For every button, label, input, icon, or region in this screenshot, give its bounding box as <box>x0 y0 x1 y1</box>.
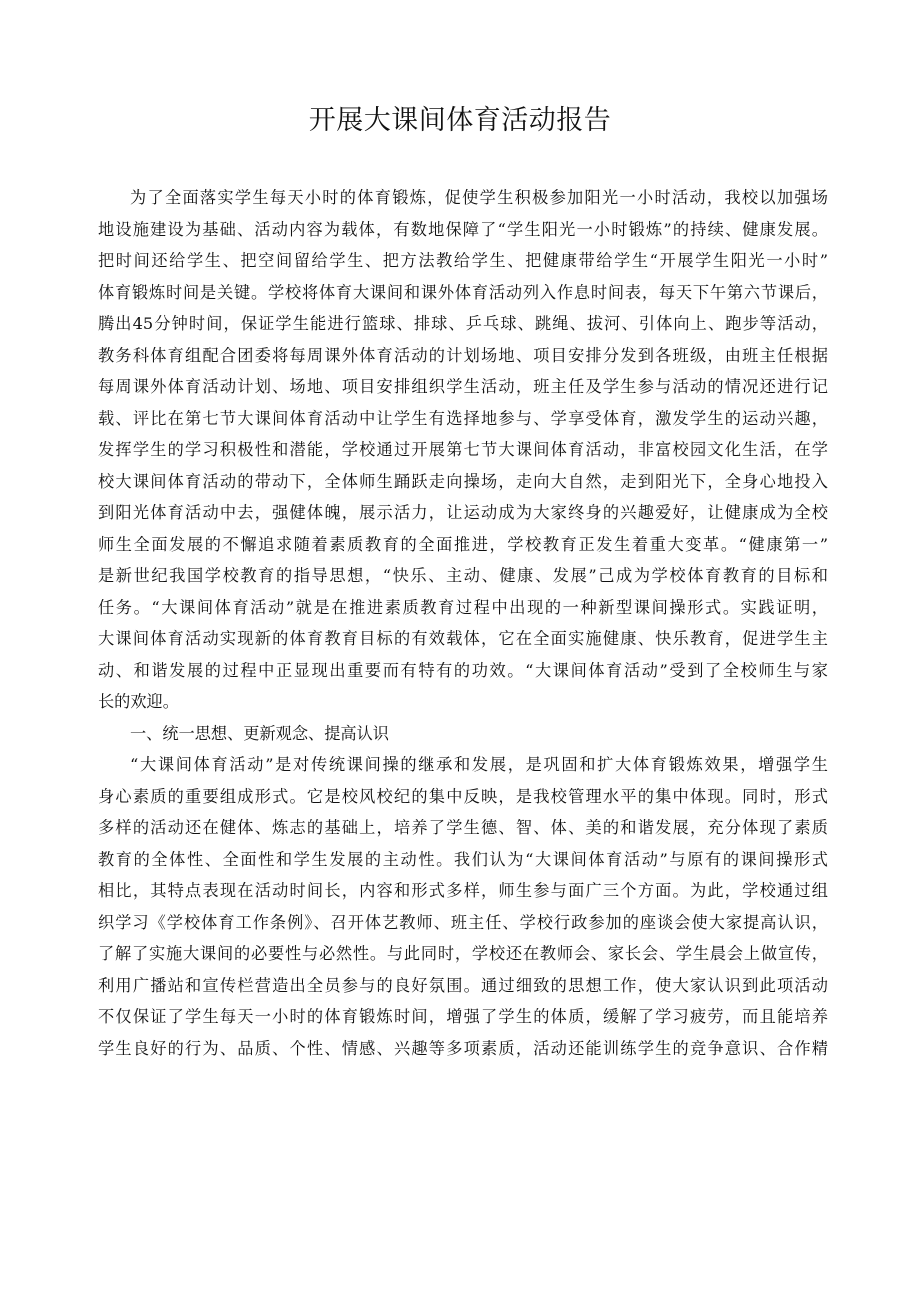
text-line: 不仅保证了学生每天一小时的体育锻炼时间，增强了学生的体质，缓解了学习疲劳，而且能培养 <box>98 1007 828 1026</box>
text-line: 腾出45分钟时间，保证学生能进行篮球、排球、乒乓球、跳绳、拔河、引体向上、跑步等活动， <box>98 314 828 333</box>
section-heading: 一、统一思想、更新观念、提高认识 <box>130 723 389 743</box>
text-line: 是新世纪我国学校教育的指导思想，“快乐、主动、健康、发展”己成为学校体育教育的目标和 <box>98 566 828 585</box>
text-line: 体育锻炼时间是关键。学校将体育大课间和课外体育活动列入作息时间表，每天下午第六节课后， <box>98 282 828 302</box>
text-line: 相比，其特点表现在活动时间长，内容和形式多样，师生参与面广三个方面。为此，学校通过组 <box>98 881 828 900</box>
text-line: 了解了实施大课间的必要性与必然性。与此同时，学校还在教师会、家长会、学生晨会上做宣传， <box>98 944 828 963</box>
text-line: 为了全面落实学生每天小时的体育锻炼，促使学生积极参加阳光一小时活动，我校以加强场 <box>130 188 828 207</box>
text-line: 教务科体育组配合团委将每周课外体育活动的计划场地、项目安排分发到各班级，由班主任根据 <box>98 345 828 365</box>
text-line: 发挥学生的学习积极性和潜能，学校通过开展第七节大课间体育活动，非富校园文化生活，在学 <box>98 440 828 459</box>
text-line: 长的欢迎。 <box>98 692 179 711</box>
document-body <box>98 182 828 1064</box>
text-line: 身心素质的重要组成形式。它是校风校纪的集中反映，是我校管理水平的集中体现。同时，形式 <box>98 786 828 806</box>
text-line: 师生全面发展的不懈追求随着素质教育的全面推进，学校教育正发生着重大变革。“健康第一” <box>98 534 828 554</box>
document-title: 开展大课间体育活动报告 <box>308 105 612 136</box>
text-line: 教育的全体性、全面性和学生发展的主动性。我们认为“大课间体育活动”与原有的课间操形式 <box>98 849 828 869</box>
text-line: 地设施建设为基础、活动内容为载体，有数地保障了“学生阳光一小时锻炼”的持续、健康发展。 <box>98 219 828 239</box>
text-line: 学生良好的行为、品质、个性、情感、兴趣等多项素质，活动还能训练学生的竞争意识、合作精 <box>98 1038 828 1058</box>
text-line: 载、评比在第七节大课间体育活动中让学生有选择地参与、学享受体育，激发学生的运动兴趣， <box>98 408 828 428</box>
text-line: 多样的活动还在健体、炼志的基础上，培养了学生德、智、体、美的和谐发展，充分体现了素质 <box>98 818 828 837</box>
text-line: 利用广播站和宣传栏营造出全员参与的良好氛围。通过细致的思想工作，使大家认识到此项活动 <box>98 975 828 995</box>
text-line: 任务。“大课间体育活动”就是在推进素质教育过程中出现的一种新型课间操形式。实践证明， <box>98 597 828 617</box>
text-line: 校大课间体育活动的带动下，全体师生踊跃走向操场，走向大自然，走到阳光下，全身心地投入 <box>98 471 828 491</box>
text-line: 大课间体育活动实现新的体育教育目标的有效载体，它在全面实施健康、快乐教育，促进学生主 <box>98 629 828 648</box>
text-line: 动、和谐发展的过程中正显现出重要而有特有的功效。“大课间体育活动”受到了全校师生与家 <box>98 660 828 680</box>
text-line: 织学习《学校体育工作条例》、召开体艺教师、班主任、学校行政参加的座谈会使大家提高认识， <box>98 912 828 932</box>
text-line: “大课间体育活动”是对传统课间操的继承和发展，是巩固和扩大体育锻炼效果，增强学生 <box>130 755 828 774</box>
text-line: 到阳光体育活动中去，强健体魄，展示活力，让运动成为大家终身的兴趣爱好，让健康成为全校 <box>98 503 828 522</box>
text-line: 把时间还给学生、把空间留给学生、把方法教给学生、把健康带给学生“开展学生阳光一小时” <box>98 251 828 270</box>
text-line: 每周课外体育活动计划、场地、项目安排组织学生活动，班主任及学生参与活动的情况还进行记 <box>98 377 828 396</box>
